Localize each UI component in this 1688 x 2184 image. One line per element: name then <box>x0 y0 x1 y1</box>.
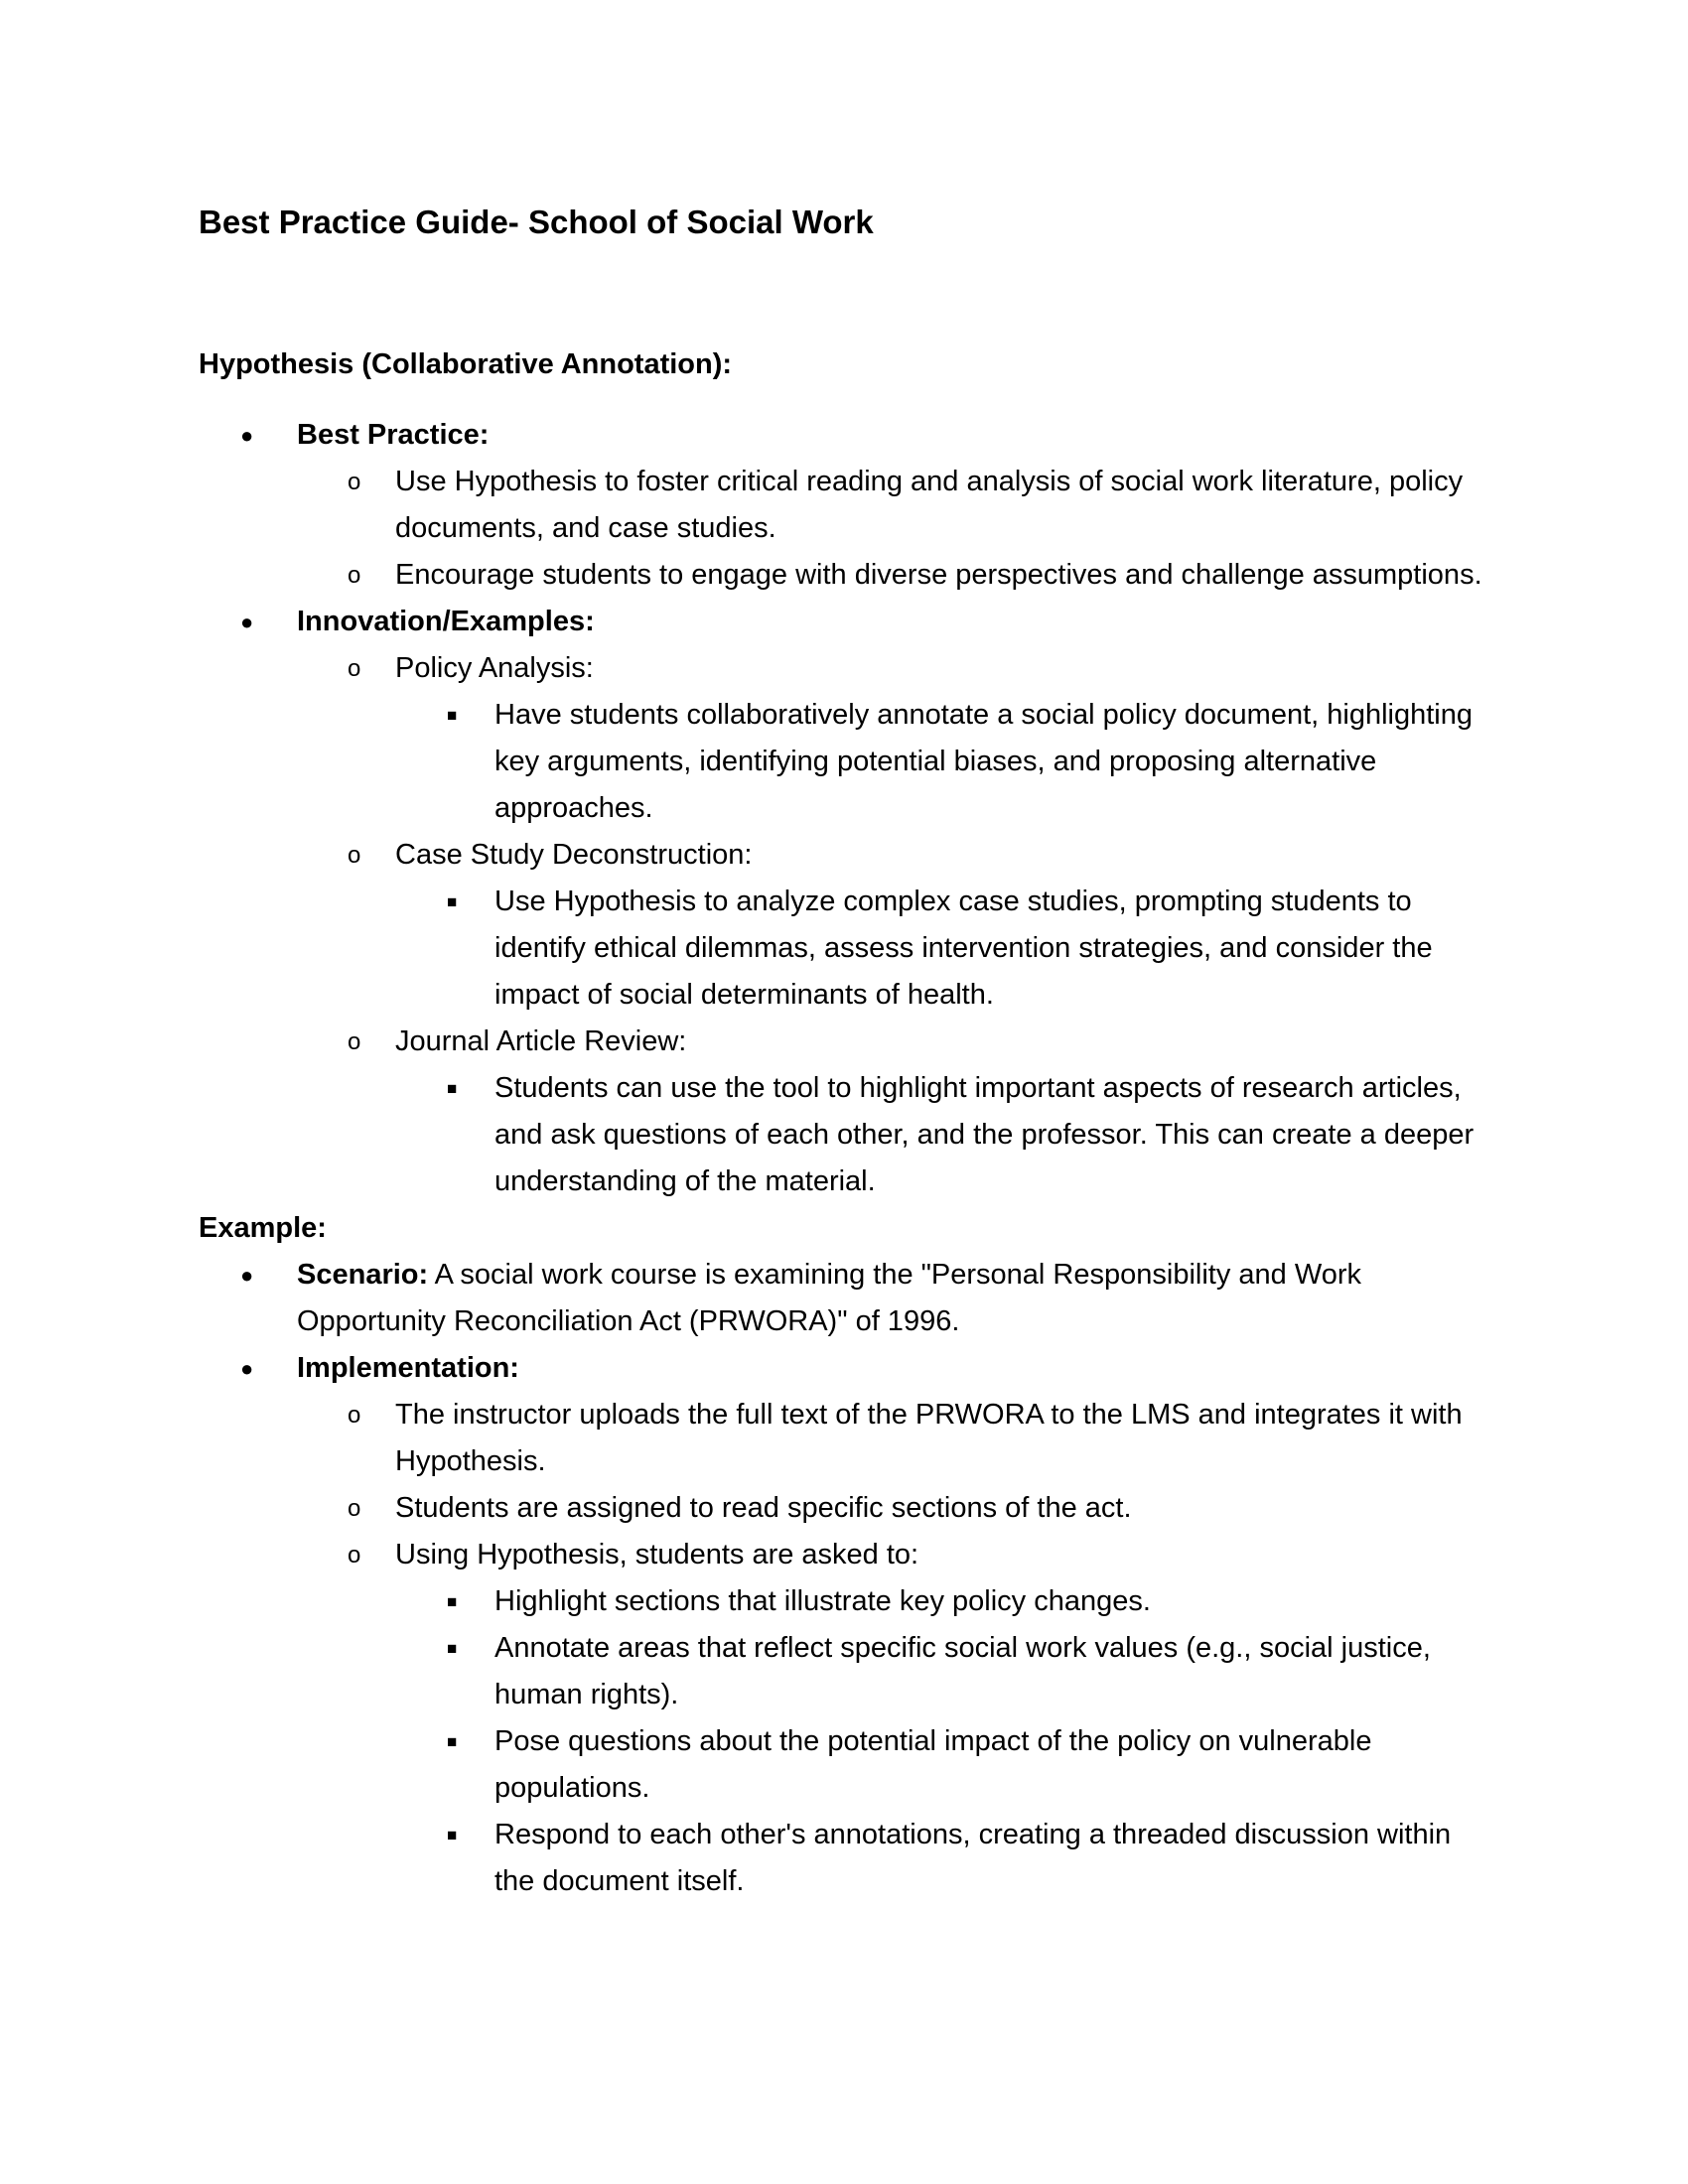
circle-bullet-icon: o <box>348 655 361 682</box>
innovation-item-label: Journal Article Review: <box>395 1025 687 1057</box>
example-list <box>199 1252 1489 1905</box>
list-item <box>199 459 1489 552</box>
task-item: Highlight sections that illustrate key policy changes. <box>494 1585 1151 1617</box>
implementation-item: The instructor uploads the full text of the PRWORA to the LMS and integrates it with Hypothesis. <box>395 1399 1463 1477</box>
scenario-label: Scenario: <box>297 1259 429 1291</box>
list-item <box>199 645 1489 692</box>
list-item <box>199 832 1489 879</box>
square-bullet-icon: ■ <box>447 1826 458 1844</box>
innovation-label: Innovation/Examples: <box>297 606 595 637</box>
list-item <box>199 879 1489 1019</box>
innovation-item-label: Policy Analysis: <box>395 652 594 684</box>
bullet-icon: ● <box>240 610 254 634</box>
bullet-icon: ● <box>240 1263 254 1288</box>
list-item <box>199 1812 1489 1905</box>
list-item <box>199 692 1489 832</box>
square-bullet-icon: ■ <box>447 1592 458 1611</box>
section-heading: Hypothesis (Collaborative Annotation): <box>199 348 733 380</box>
innovation-item-detail: Use Hypothesis to analyze complex case studies, prompting students to identify ethical dilemmas, assess intervention strategies, and consider the impact of social determinants of health. <box>494 886 1433 1011</box>
scenario-text: A social work course is examining the "Personal Responsibility and Work Opportunity Reconciliation Act (PRWORA)" of 1996. <box>297 1259 1361 1337</box>
list-item <box>199 1019 1489 1065</box>
list-item <box>199 1718 1489 1812</box>
circle-bullet-icon: o <box>348 1028 361 1055</box>
task-item: Respond to each other's annotations, creating a threaded discussion within the document itself. <box>494 1819 1452 1897</box>
list-item <box>199 1485 1489 1532</box>
innovation-item-detail: Have students collaboratively annotate a social policy document, highlighting key arguments, identifying potential biases, and proposing alternative approaches. <box>494 699 1473 824</box>
list-item <box>199 1252 1489 1345</box>
list-item <box>199 412 1489 459</box>
task-item: Annotate areas that reflect specific social work values (e.g., social justice, human rights). <box>494 1632 1431 1710</box>
implementation-label: Implementation: <box>297 1352 519 1384</box>
innovation-item-detail: Students can use the tool to highlight important aspects of research articles, and ask questions of each other, and the professor. This can create a deeper understanding of the material. <box>494 1072 1475 1197</box>
list-item <box>199 1345 1489 1392</box>
circle-bullet-icon: o <box>348 1402 361 1429</box>
list-item <box>199 1065 1489 1205</box>
task-item: Pose questions about the potential impact of the policy on vulnerable populations. <box>494 1725 1372 1804</box>
list-item <box>199 599 1489 645</box>
circle-bullet-icon: o <box>348 1542 361 1569</box>
document-body <box>199 341 1489 1905</box>
example-heading: Example: <box>199 1212 327 1244</box>
square-bullet-icon: ■ <box>447 892 458 911</box>
list-item <box>199 1625 1489 1718</box>
circle-bullet-icon: o <box>348 842 361 869</box>
square-bullet-icon: ■ <box>447 706 458 725</box>
best-practice-list <box>199 412 1489 1205</box>
square-bullet-icon: ■ <box>447 1639 458 1658</box>
list-item <box>199 1392 1489 1485</box>
best-practice-item: Encourage students to engage with diverse perspectives and challenge assumptions. <box>395 559 1482 591</box>
bullet-icon: ● <box>240 1356 254 1381</box>
circle-bullet-icon: o <box>348 1495 361 1522</box>
bullet-icon: ● <box>240 423 254 448</box>
list-item <box>199 1578 1489 1625</box>
circle-bullet-icon: o <box>348 562 361 589</box>
page-title: Best Practice Guide- School of Social Work <box>199 204 874 240</box>
list-item <box>199 552 1489 599</box>
implementation-item: Students are assigned to read specific sections of the act. <box>395 1492 1132 1524</box>
best-practice-label: Best Practice: <box>297 419 490 451</box>
innovation-item-label: Case Study Deconstruction: <box>395 839 753 871</box>
circle-bullet-icon: o <box>348 469 361 495</box>
square-bullet-icon: ■ <box>447 1732 458 1751</box>
best-practice-item: Use Hypothesis to foster critical reading and analysis of social work literature, policy documents, and case studies. <box>395 466 1464 544</box>
list-item <box>199 1532 1489 1578</box>
implementation-item: Using Hypothesis, students are asked to: <box>395 1539 919 1570</box>
square-bullet-icon: ■ <box>447 1079 458 1098</box>
